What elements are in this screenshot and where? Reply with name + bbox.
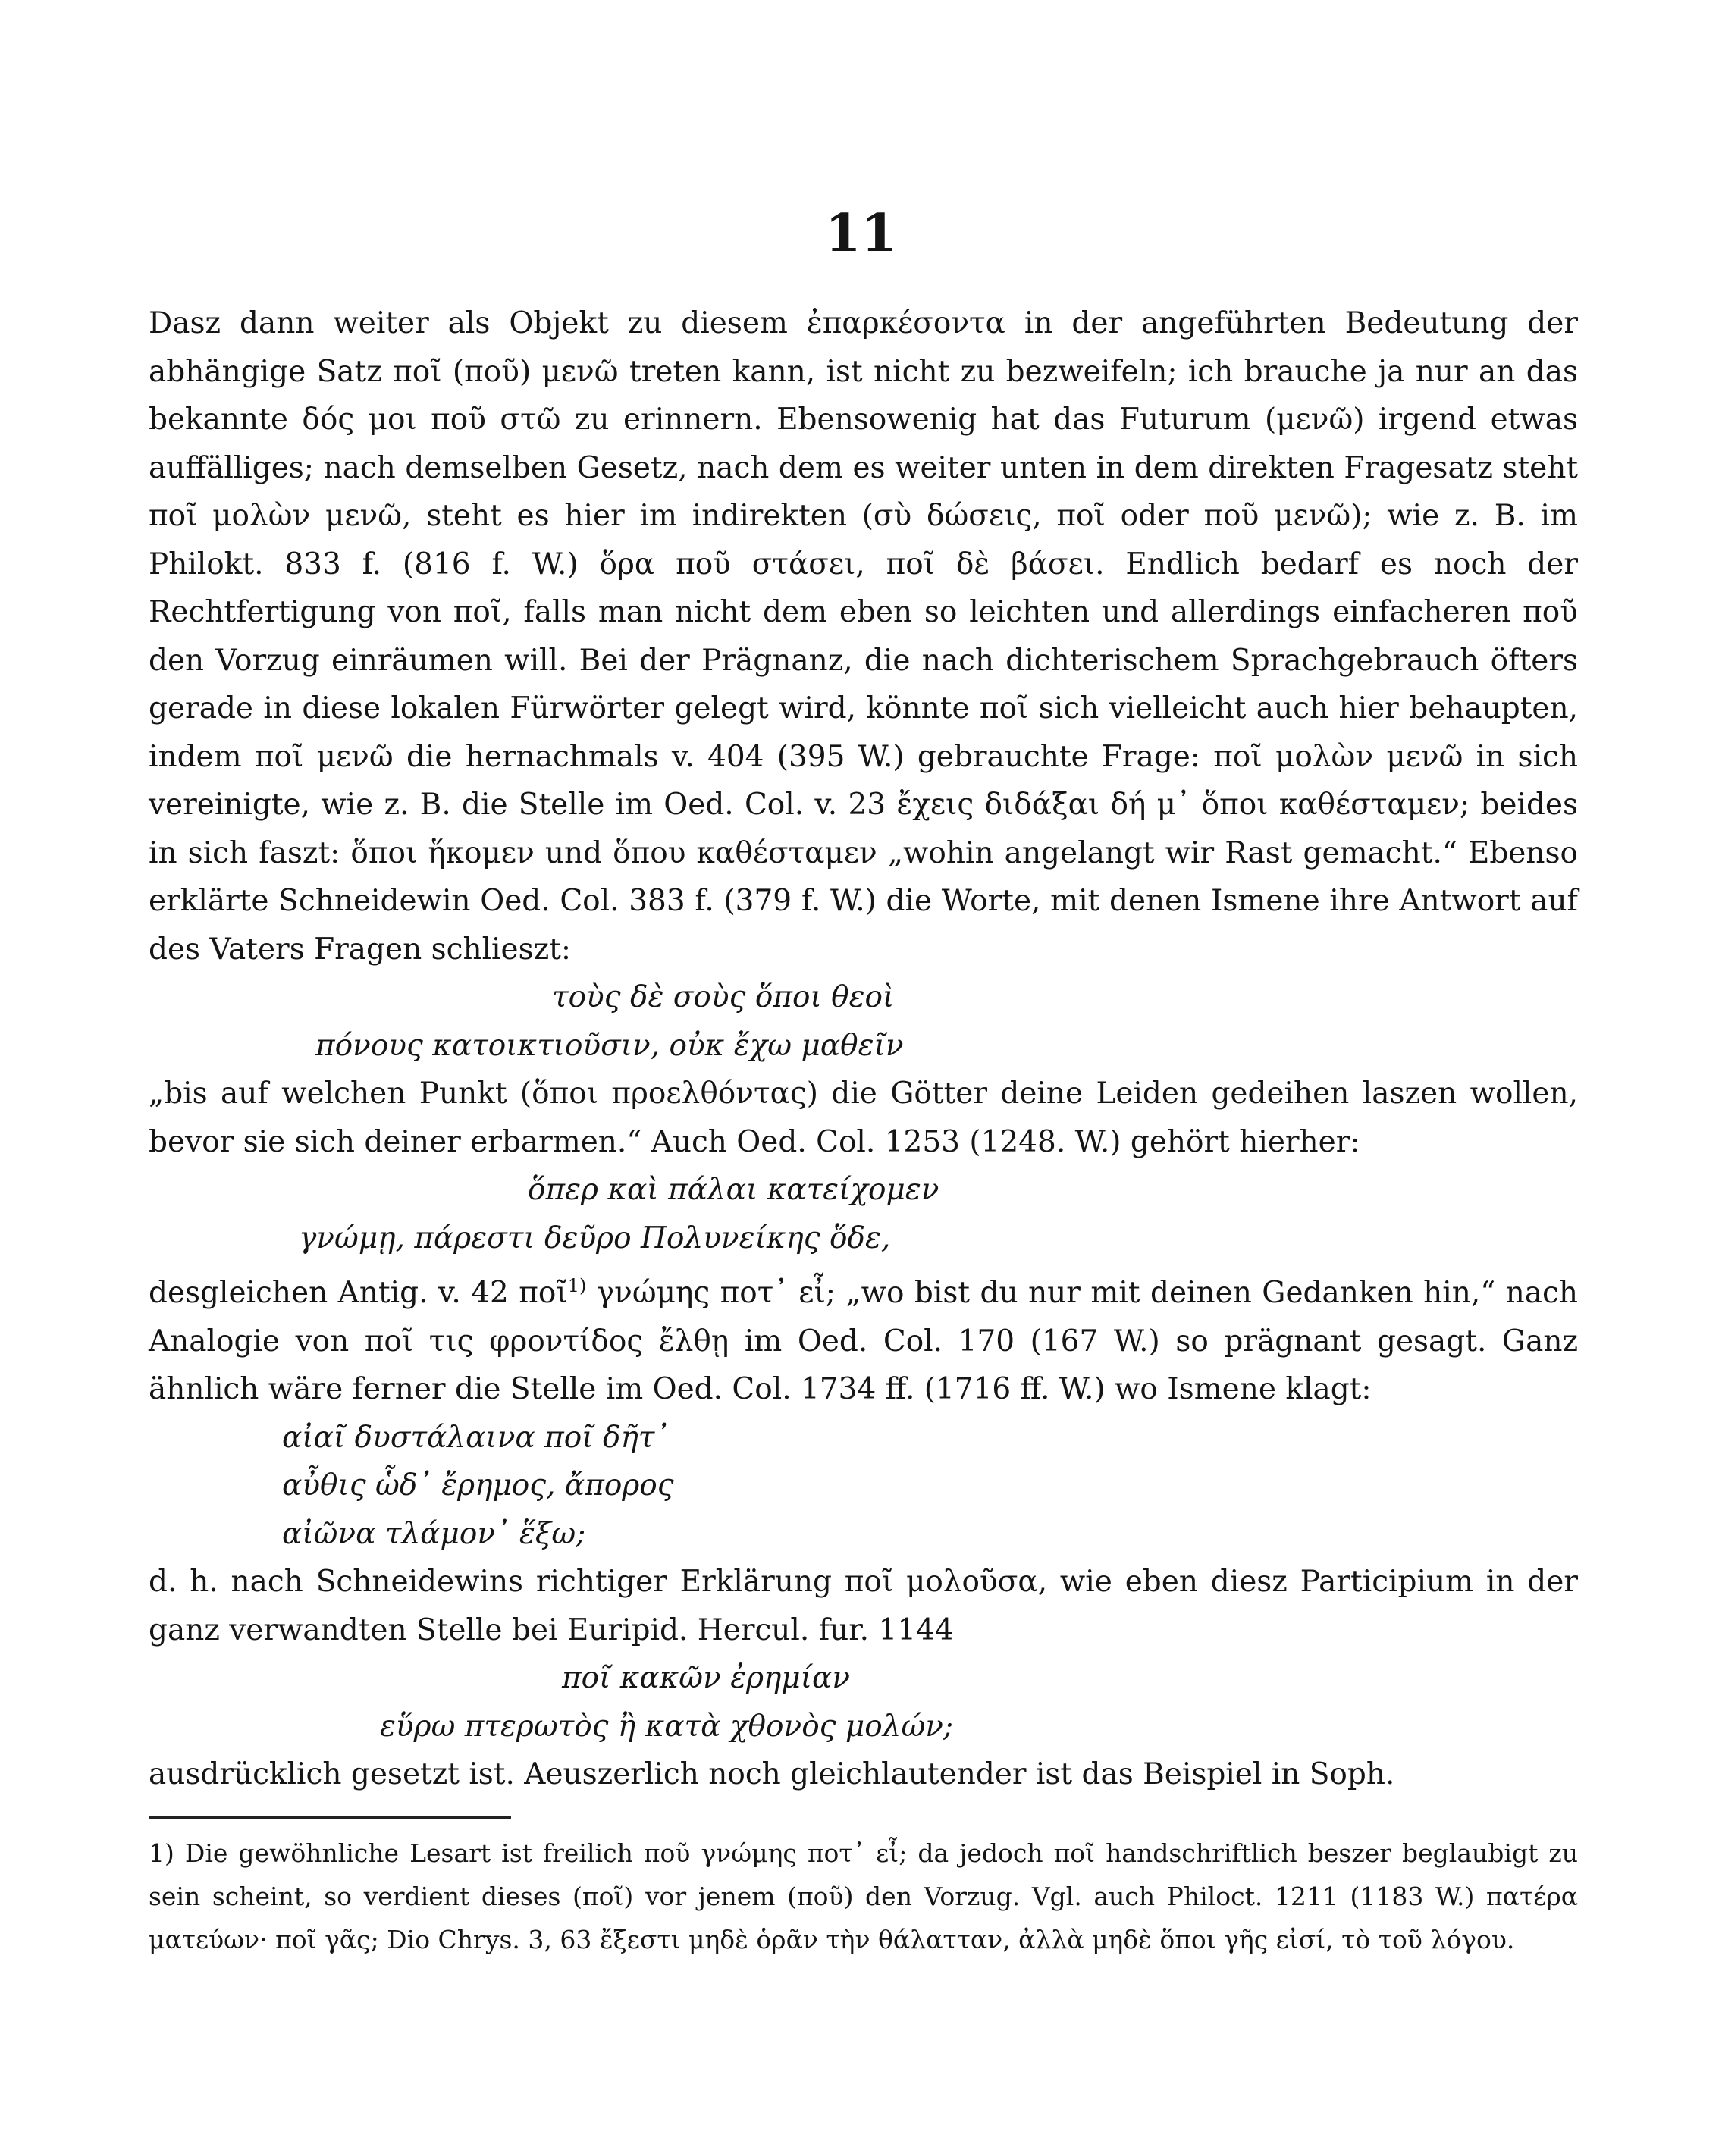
paragraph-3-start: desgleichen Antig. v. 42 ποῖ xyxy=(149,1276,568,1310)
page-number: 11 xyxy=(825,203,897,264)
quote-hercul-fur xyxy=(149,1654,1578,1750)
quote-line: αἰαῖ δυστάλαινα ποῖ δῆτ᾽ xyxy=(282,1420,670,1455)
paragraph-1: Dasz dann weiter als Objekt zu diesem ἐπαρκέσοντα in der angeführten Bedeutung der abhängige Satz ποῖ (ποῦ) μενῶ treten kann, ist nicht zu bezweifeln; ich brauche ja nur an das bekannte δός μοι ποῦ στῶ zu erinnern. Ebensowenig hat das Futurum (μενῶ) irgend etwas auffälliges; nach demselben Gesetz, nach dem es weiter unten in dem direkten Fragesatz steht ποῖ μολὼν μενῶ, steht es hier im indirekten (σὺ δώσεις, ποῖ oder ποῦ μενῶ); wie z. B. im Philokt. 833 f. (816 f. W.) ὅρα ποῦ στάσει, ποῖ δὲ βάσει. Endlich bedarf es noch der Rechtfertigung von ποῖ, falls man nicht dem eben so leichten und allerdings einfacheren ποῦ den Vorzug einräumen will. Bei der Prägnanz, die nach dichterischem Sprachgebrauch öfters gerade in diese lokalen Fürwörter gelegt wird, könnte ποῖ sich vielleicht auch hier behaupten, indem ποῖ μενῶ die hernachmals v. 404 (395 W.) gebrauchte Frage: ποῖ μολὼν μενῶ in sich vereinigte, wie z. B. die Stelle im Oed. Col. v. 23 ἔχεις διδάξαι δή μ᾽ ὅποι καθέσταμεν; beides in sich faszt: ὅποι ἥκομεν und ὅπου καθέσταμεν „wohin angelangt wir Rast gemacht.“ Ebenso erklärte Schneidewin Oed. Col. 383 f. (379 f. W.) die Worte, mit denen Ismene ihre Antwort auf des Vaters Fragen schlieszt: xyxy=(149,306,1578,967)
paragraph-4: d. h. nach Schneidewins richtiger Erklärung ποῖ μολοῦσα, wie eben diesz Participium in der ganz verwandten Stelle bei Euripid. Hercul. fur. 1144 xyxy=(149,1565,1578,1647)
quote-line: αὖθις ὧδ᾽ ἔρημος, ἄπορος xyxy=(282,1468,674,1503)
quote-line: πόνους κατοικτιοῦσιν, οὐκ ἔχω μαθεῖν xyxy=(315,1028,904,1063)
paragraph-5: ausdrücklich gesetzt ist. Aeuszerlich noch gleichlautender ist das Beispiel in Soph. xyxy=(149,1757,1395,1791)
paragraph-3 xyxy=(149,1262,1578,1414)
quote-line: ποῖ κακῶν ἐρημίαν xyxy=(562,1661,851,1695)
paragraph-2: „bis auf welchen Punkt (ὅποι προελθόντας) die Götter deine Leiden gedeihen laszen wollen, bevor sie sich deiner erbarmen.“ Auch Oed. Col. 1253 (1248. W.) gehört hierher: xyxy=(149,1076,1578,1159)
quote-oed-col-1253 xyxy=(149,1166,1578,1262)
footnote-divider xyxy=(149,1816,511,1819)
main-text xyxy=(149,299,1578,1799)
paragraph-3-rest: γνώμης ποτ᾽ εἶ; „wo bist du nur mit deinen Gedanken hin,“ nach Analogie von ποῖ τις φροντίδος ἔλθῃ im Oed. Col. 170 (167 W.) so prägnant gesagt. Ganz ähnlich wäre ferner die Stelle im Oed. Col. 1734 ff. (1716 ff. W.) wo Ismene klagt: xyxy=(149,1276,1578,1406)
quote-oed-col-383 xyxy=(149,973,1578,1070)
quote-line: τοὺς δὲ σοὺς ὅποι θεοὶ xyxy=(552,980,895,1014)
quote-line: ὅπερ καὶ πάλαι κατείχομεν xyxy=(528,1173,939,1207)
footnote-marker: 1) xyxy=(567,1275,587,1296)
quote-line: γνώμῃ, πάρεστι δεῦρο Πολυνείκης ὅδε, xyxy=(299,1221,891,1255)
quote-line: εὕρω πτερωτὸς ἢ κατὰ χθονὸς μολών; xyxy=(380,1709,954,1744)
footnote: 1) Die gewöhnliche Lesart ist freilich ποῦ γνώμης ποτ᾽ εἶ; da jedoch ποῖ handschriftlich beszer beglaubigt zu sein scheint, so verdient dieses (ποῖ) vor jenem (ποῦ) den Vorzug. Vgl. auch Philoct. 1211 (1183 W.) πατέρα ματεύων· ποῖ γᾶς; Dio Chrys. 3, 63 ἔξεστι μηδὲ ὁρᾶν τὴν θάλατταν, ἀλλὰ μηδὲ ὅποι γῆς εἰσί, τὸ τοῦ λόγου. xyxy=(149,1838,1578,1954)
quote-line: αἰῶνα τλάμον᾽ ἕξω; xyxy=(282,1516,586,1551)
quote-oed-col-1734 xyxy=(149,1414,1578,1559)
